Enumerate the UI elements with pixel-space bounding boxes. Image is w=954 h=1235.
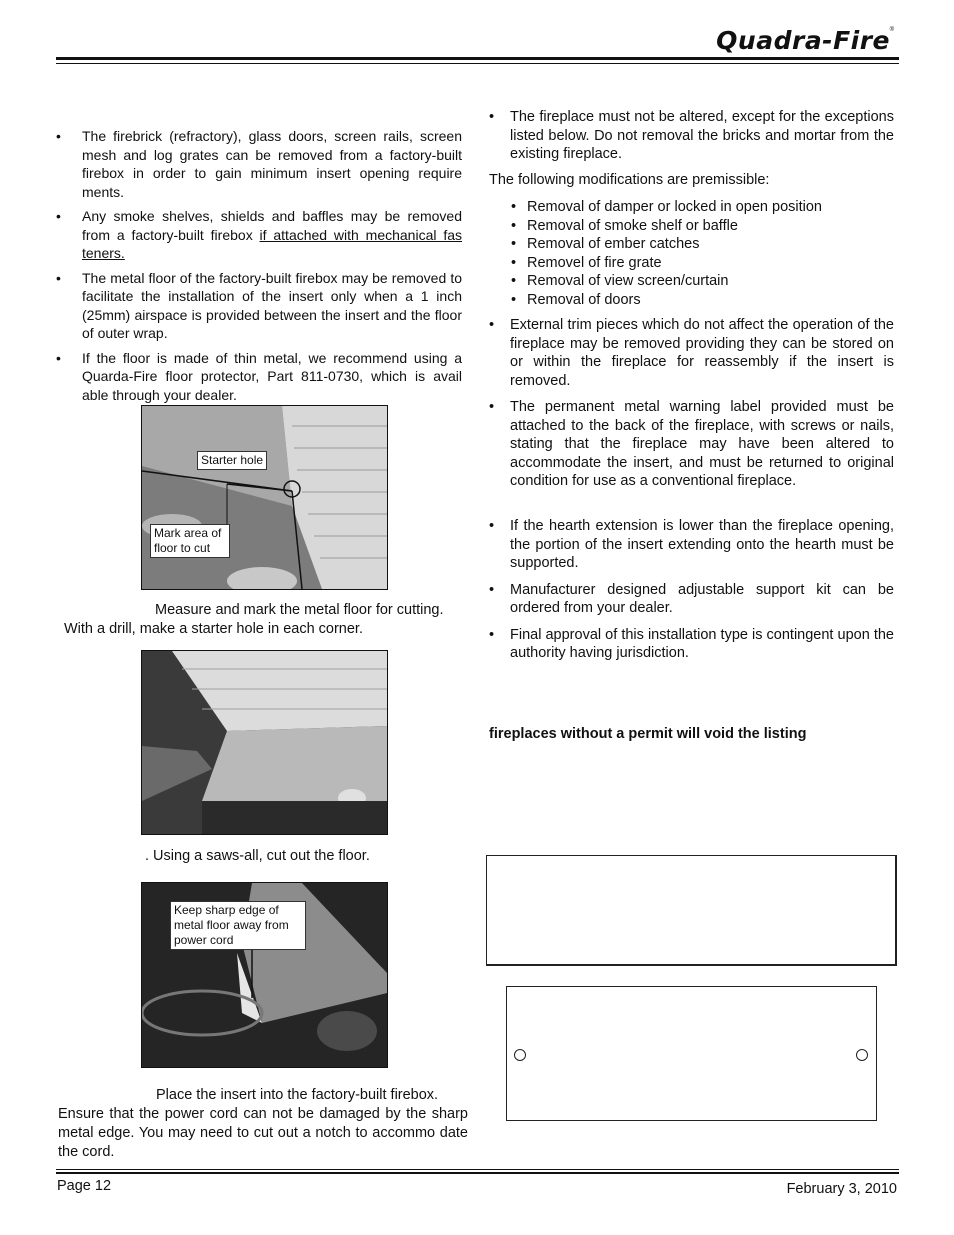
mod-item: • Removal of doors (511, 291, 641, 308)
right-bullets-hearth (489, 517, 894, 671)
notice-box (486, 855, 897, 966)
screw-hole-left (514, 1049, 526, 1061)
label-keep-sharp-edge: Keep sharp edge of metal floor away from power cord (170, 901, 306, 950)
photo-floor-marking (141, 405, 388, 590)
figure1-caption-1: Measure and mark the metal floor for cutting. (155, 602, 444, 618)
right-bullet-top (489, 108, 894, 172)
bold-warning-line: fireplaces without a permit will void the listing (489, 726, 807, 742)
left-bullet-2: • Any smoke shelves, shields and baffles may be removed from a factory-built firebox if attached with mechanical fas teners. (56, 208, 462, 261)
mod-item: • Removal of view screen/curtain (511, 273, 729, 290)
footer-date: February 3, 2010 (786, 1181, 897, 1197)
footer-rule-thick (56, 1172, 899, 1174)
figure3-caption-2: Ensure that the power cord can not be damaged by the sharp metal edge. You may need to cut out a notch to accommo date the cord. (58, 1106, 468, 1160)
left-bullet-1: • The firebrick (refractory), glass doors, screen rails, screen mesh and log grates can be removed from a factory-built firebox in order to gain minimum insert opening require ments. (56, 128, 462, 200)
brand-logo: Quadra-Fire (716, 26, 890, 55)
photo-floor-marking-drawing (142, 406, 387, 589)
label-mark-area: Mark area of floor to cut (150, 524, 230, 558)
screw-hole-right (856, 1049, 868, 1061)
header-rule-thin (56, 63, 899, 64)
label-plate-box (506, 986, 877, 1121)
photo-power-cord (141, 882, 388, 1068)
header-rule-thick (56, 57, 899, 60)
right-bullet-label: • The permanent metal warning label provided must be attached to the back of the fireplace, with screws or nails, stating that the fireplace may have been altered to accommodate the insert, and must be returned to original condition for use as a conventional fireplace. (489, 399, 894, 489)
left-bullet-3: • The metal floor of the factory-built firebox may be removed to facilitate the installation of the insert only when a 1 inch (25mm) airspace is provided between the insert and the floor of outer wrap. (56, 269, 462, 341)
left-bullet-4: • If the floor is made of thin metal, we recommend using a Quarda-Fire floor protector, Part 811-0730, which is avail able through your dealer. (56, 349, 462, 403)
mods-intro: The following modifications are premissible: (489, 172, 770, 188)
page-number: Page 12 (57, 1178, 112, 1194)
right-bullet-support-kit: • Manufacturer designed adjustable support kit can be ordered from your dealer. (489, 581, 894, 616)
right-bullet-hearth: • If the hearth extension is lower than the fireplace opening, the portion of the insert extending onto the hearth must be supported. (489, 518, 894, 571)
mod-item: • Removel of fire grate (511, 254, 662, 271)
footer-rule-thin (56, 1169, 899, 1170)
figure3-caption-1: Place the insert into the factory-built firebox. (156, 1087, 439, 1103)
underlined-text: if attached with mechanical fas teners. (82, 226, 462, 261)
modifications-list (511, 198, 887, 310)
figure1-caption-2: With a drill, make a starter hole in each corner. (64, 621, 363, 637)
left-bullet-list (56, 127, 462, 410)
label-starter-hole: Starter hole (197, 451, 267, 470)
right-bullet-trim: • External trim pieces which do not affect the operation of the fireplace may be removed providing they can be stored on or within the fireplace for reassembly if the insert is removed. (489, 317, 894, 389)
figure2-caption: . Using a saws-all, cut out the floor. (145, 848, 370, 864)
right-bullet-not-altered: • The fireplace must not be altered, except for the exceptions listed below. Do not removal the bricks and mortar from the existing fireplace. (489, 109, 894, 162)
trademark-mark: ® (889, 27, 894, 33)
mod-item: • Removal of damper or locked in open position (511, 199, 822, 215)
photo-saws-all-drawing (142, 651, 387, 834)
right-bullet-approval: • Final approval of this installation type is contingent upon the authority having jurisdiction. (489, 626, 894, 661)
mod-item: • Removal of smoke shelf or baffle (511, 217, 738, 234)
photo-saws-all-cut (141, 650, 388, 835)
right-bullets-mid (489, 316, 894, 499)
mod-item: • Removal of ember catches (511, 236, 700, 253)
